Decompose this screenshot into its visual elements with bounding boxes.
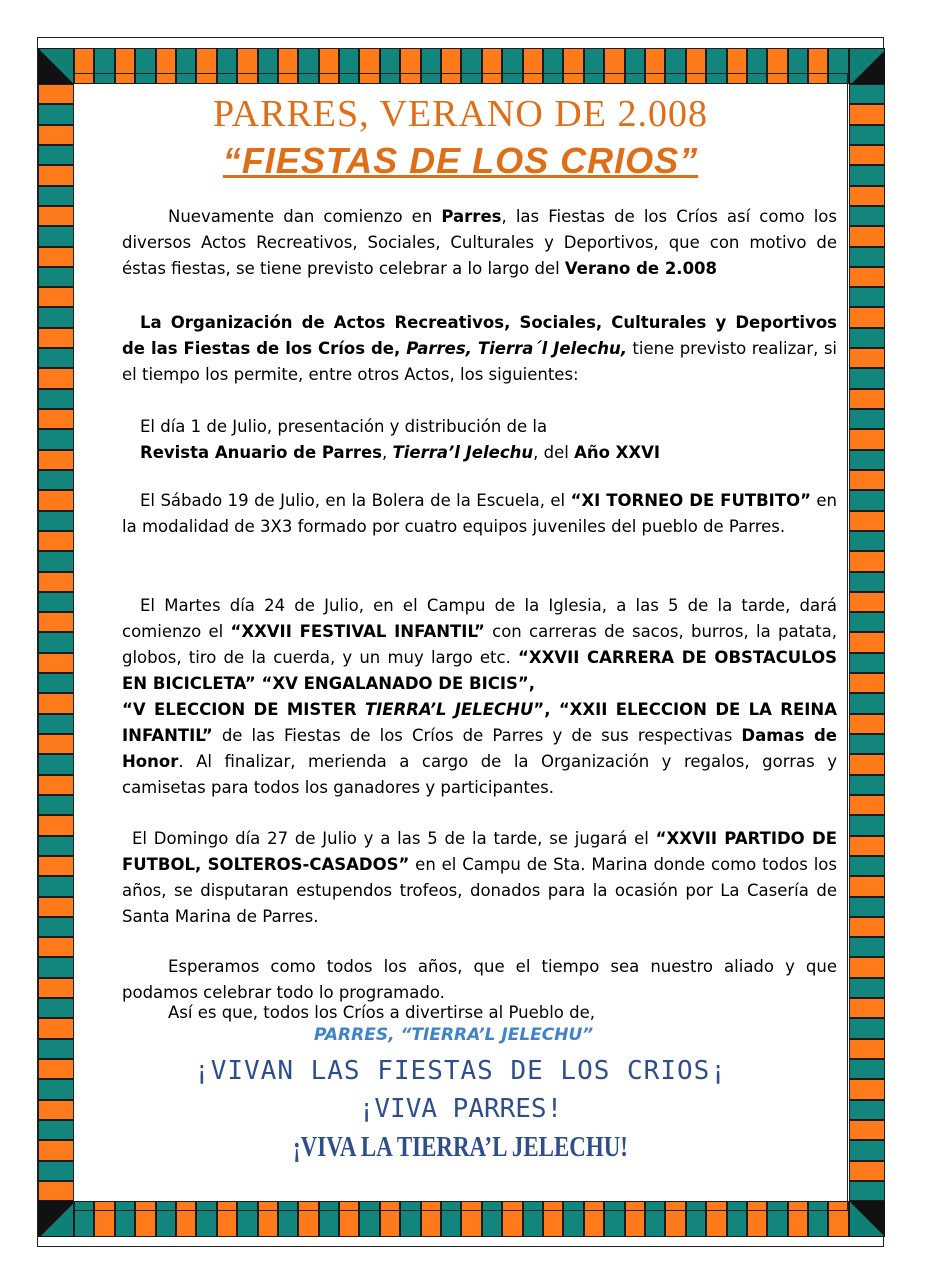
border-tile [849, 815, 885, 835]
border-tile [849, 531, 885, 551]
border-tile [849, 511, 885, 531]
border-tile [849, 653, 885, 673]
border-tile [38, 693, 74, 713]
border-tile [849, 1039, 885, 1059]
border-tile [849, 84, 885, 104]
border-tile [38, 734, 74, 754]
border-tile [849, 1059, 885, 1079]
border-tile [38, 1079, 74, 1099]
border-tile [849, 287, 885, 307]
border-tile [849, 957, 885, 977]
border-tile [38, 389, 74, 409]
border-tile [849, 1018, 885, 1038]
border-tile [38, 165, 74, 185]
organization-paragraph: La Organización de Actos Recreativos, Sociales, Culturales y Deportivos de las Fiestas de los Críos de, Parres, Tierra´l Jelechu, tiene previsto realizar, si el tiempo los permite, entre otros Actos, los siguientes: [122, 313, 837, 384]
border-tile [849, 490, 885, 510]
border-tile [38, 612, 74, 632]
border-tile [38, 1018, 74, 1038]
border-tile [849, 450, 885, 470]
border-tile [38, 206, 74, 226]
corner-tile-top-right [849, 48, 885, 84]
border-tile [38, 348, 74, 368]
border-tile [849, 917, 885, 937]
event-futbito: El Sábado 19 de Julio, en la Bolera de la Escuela, el “XI TORNEO DE FUTBITO” en la modalidad de 3X3 formado por cuatro equipos juveniles del pueblo de Parres. [122, 491, 838, 536]
border-tile [38, 368, 74, 388]
event-revista: El día 1 de Julio, presentación y distribución de la Revista Anuario de Parres, Tierra’l Jelechu, del Año XXVI [140, 417, 661, 462]
border-tile [849, 1100, 885, 1120]
border-tile [38, 775, 74, 795]
border-tile [849, 186, 885, 206]
border-tile [849, 206, 885, 226]
border-tile [849, 104, 885, 124]
border-tile [849, 592, 885, 612]
border-tile [38, 186, 74, 206]
poster-content [73, 73, 848, 1211]
cheer-fiestas: ¡VIVAN LAS FIESTAS DE LOS CRIOS¡ [194, 1056, 727, 1086]
border-tile [38, 836, 74, 856]
border-tile [849, 897, 885, 917]
border-tile [849, 328, 885, 348]
closing-parres-jelechu: PARRES, “TIERRA’L JELECHU” [314, 1025, 594, 1045]
border-tile [38, 511, 74, 531]
border-tile [849, 754, 885, 774]
border-tile [849, 978, 885, 998]
border-tile [849, 1079, 885, 1099]
border-tile [38, 450, 74, 470]
border-tile [38, 978, 74, 998]
border-tile [849, 470, 885, 490]
border-tile [849, 1161, 885, 1181]
border-strip-right [849, 84, 885, 1201]
border-strip-left [38, 84, 74, 1201]
border-tile [38, 856, 74, 876]
border-tile [849, 775, 885, 795]
border-tile [849, 429, 885, 449]
border-tile [38, 673, 74, 693]
border-tile [38, 653, 74, 673]
border-tile [38, 328, 74, 348]
border-tile [849, 125, 885, 145]
border-tile [38, 429, 74, 449]
border-tile [38, 937, 74, 957]
border-tile [849, 226, 885, 246]
border-tile [849, 409, 885, 429]
border-tile [38, 632, 74, 652]
border-tile [849, 307, 885, 327]
border-tile [38, 84, 74, 104]
border-tile [849, 734, 885, 754]
event-festival-infantil: El Martes día 24 de Julio, en el Campu de la Iglesia, a las 5 de la tarde, dará comienzo el “XXVII FESTIVAL INFANTIL” con carreras de sacos, burros, la patata, globos, tiro de la cuerda, y un muy largo etc. “XXVII CARRERA DE OBSTACULOS EN BICICLETA” “XV ENGALANADO DE BICIS”, “V ELECCION DE MISTER TIERRA’L JELECHU”, “XXII ELECCION DE LA REINA INFANTIL” de las Fiestas de los Críos de Parres y de sus respectivas Damas de Honor. Al finalizar, merienda a cargo de la Organización y regalos, gorras y camisetas para todos los ganadores y participantes. [122, 596, 838, 797]
border-tile [849, 612, 885, 632]
border-tile [849, 836, 885, 856]
border-tile [38, 917, 74, 937]
border-tile [849, 165, 885, 185]
border-tile [849, 632, 885, 652]
intro-paragraph: Nuevamente dan comienzo en Parres, las Fiestas de los Críos así como los diversos Actos Recreativos, Sociales, Culturales y Deportivos, que con motivo de éstas fiestas, se tiene previsto celebrar a lo largo del Verano de 2.008 [122, 207, 838, 278]
closing-invitation: Así es que, todos los Críos a divertirse al Pueblo de, [168, 1003, 596, 1022]
border-tile [38, 145, 74, 165]
border-tile [38, 1161, 74, 1181]
border-tile [38, 409, 74, 429]
border-tile [38, 1140, 74, 1160]
poster-title: PARRES, VERANO DE 2.008 [213, 93, 708, 135]
border-tile [849, 368, 885, 388]
border-tile [38, 267, 74, 287]
border-tile [38, 125, 74, 145]
border-tile [849, 673, 885, 693]
border-tile [38, 815, 74, 835]
border-tile [38, 592, 74, 612]
border-tile [38, 531, 74, 551]
corner-tile-bottom-left [38, 1201, 74, 1237]
border-tile [849, 876, 885, 896]
border-tile [38, 490, 74, 510]
border-tile [849, 714, 885, 734]
border-tile [849, 937, 885, 957]
border-tile [849, 998, 885, 1018]
border-tile [849, 145, 885, 165]
border-tile [849, 389, 885, 409]
border-tile [38, 104, 74, 124]
border-tile [38, 470, 74, 490]
border-tile [38, 572, 74, 592]
border-tile [38, 1181, 74, 1201]
poster-subtitle: “FIESTAS DE LOS CRIOS” [222, 140, 699, 181]
border-tile [849, 795, 885, 815]
border-tile [849, 348, 885, 368]
border-tile [38, 1059, 74, 1079]
corner-tile-top-left [38, 48, 74, 84]
corner-tile-bottom-right [849, 1201, 885, 1237]
border-tile [38, 876, 74, 896]
border-tile [38, 551, 74, 571]
border-tile [849, 856, 885, 876]
border-tile [38, 1100, 74, 1120]
border-tile [38, 307, 74, 327]
border-tile [38, 897, 74, 917]
event-partido-futbol: El Domingo día 27 de Julio y a las 5 de la tarde, se jugará el “XXVII PARTIDO DE FUTBOL, SOLTEROS-CASADOS” en el Campu de Sta. Marina donde como todos los años, se disputaran estupendos trofeos, donados para la ocasión por La Casería de Santa Marina de Parres. [122, 829, 837, 926]
border-tile [849, 551, 885, 571]
border-tile [849, 267, 885, 287]
border-tile [38, 1039, 74, 1059]
border-tile [38, 998, 74, 1018]
border-tile [849, 247, 885, 267]
cheer-jelechu: ¡VIVA LA TIERRA’L JELECHU! [293, 1132, 628, 1163]
border-tile [38, 287, 74, 307]
border-tile [849, 1181, 885, 1201]
cheer-parres: ¡VIVA PARRES! [358, 1094, 563, 1124]
border-tile [38, 754, 74, 774]
border-tile [38, 795, 74, 815]
border-tile [38, 714, 74, 734]
border-tile [849, 1140, 885, 1160]
closing-paragraph: Esperamos como todos los años, que el tiempo sea nuestro aliado y que podamos celebrar todo lo programado. [122, 957, 837, 1002]
border-tile [38, 957, 74, 977]
border-tile [38, 247, 74, 267]
border-tile [38, 1120, 74, 1140]
border-tile [849, 1120, 885, 1140]
border-tile [38, 226, 74, 246]
border-tile [849, 693, 885, 713]
border-tile [849, 572, 885, 592]
